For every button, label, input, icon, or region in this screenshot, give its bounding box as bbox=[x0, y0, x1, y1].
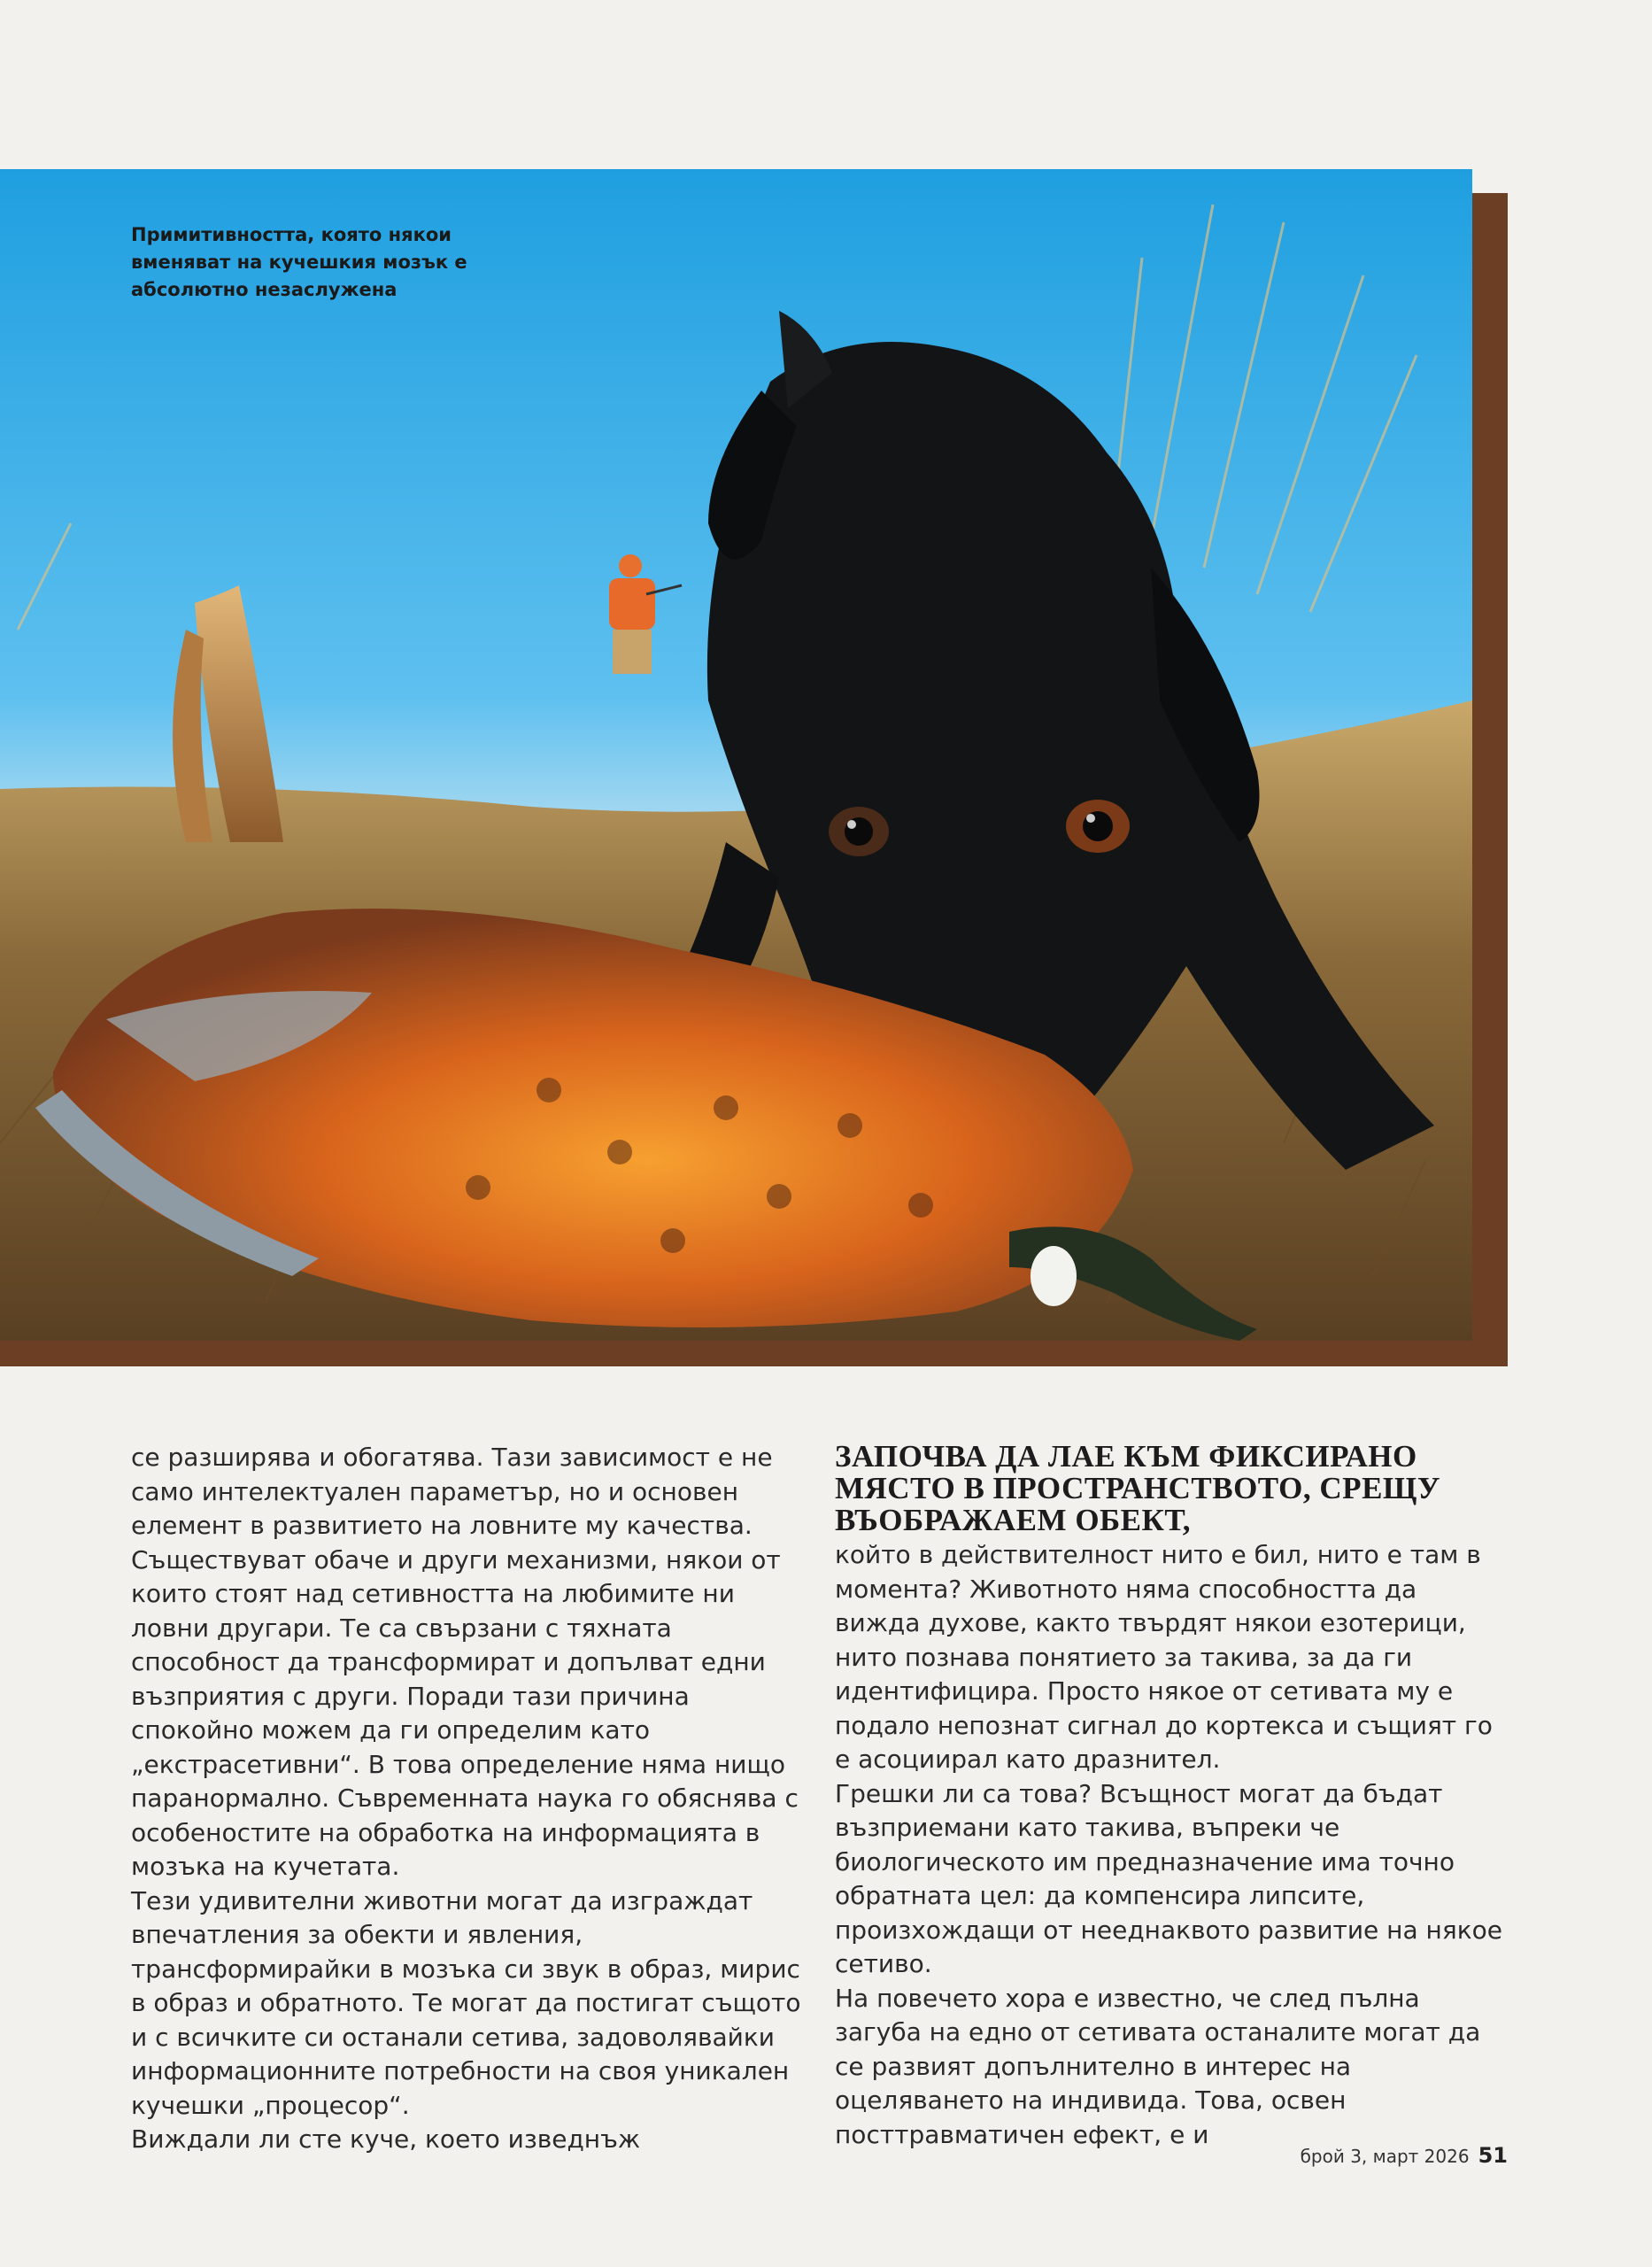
paragraph: който в действителност нито е бил, нито е там в момента? Животното няма способността да вижда духове, както твърдят някои езотерици, нито познава понятието за такива, за да ги идентифицира. Просто някое от сетивата му е подало непознат сигнал до кортекса и същият го е асоциирал като дразнител. bbox=[835, 1540, 1493, 1774]
paragraph: Грешки ли са това? Всъщност могат да бъдат възприемани като такива, въпреки че биологическото им предназначение има точно обратната цел: да компенсира липсите, произхождащи от нееднаквото развитие на някое сетиво. bbox=[835, 1778, 1502, 1978]
issue-label: брой 3, март 2026 bbox=[1300, 2146, 1470, 2167]
paragraph: се разширява и обогатява. Тази зависимост е не само интелектуален параметър, но и основен елемент в развитието на ловните му качества. bbox=[131, 1443, 773, 1540]
hero-photo bbox=[0, 169, 1472, 1341]
paragraph: Виждали ли сте куче, което изведнъж bbox=[131, 2124, 641, 2154]
page-footer bbox=[1301, 2143, 1508, 2168]
photo-caption: Примитивността, която някои вменяват на кучешкия мозък е абсолютно незаслужена bbox=[131, 224, 467, 300]
article-right-column bbox=[835, 1441, 1508, 2152]
dog-with-pheasant-image bbox=[0, 169, 1472, 1341]
section-subhead: ЗАПОЧВА ДА ЛАЕ КЪМ ФИКСИРАНО МЯСТО В ПРОСТРАНСТВОТО, СРЕЩУ ВЪОБРАЖАЕМ ОБЕКТ, bbox=[835, 1439, 1441, 1537]
paragraph: Тези удивителни животни могат да изграждат впечатления за обекти и явления, трансформирайки в мозъка си звук в образ, мирис в образ и обратното. Те могат да постигат същото и с всичките си останали сетива, задоволявайки информационните потребности на своя уникален кучешки „процесор“. bbox=[131, 1885, 801, 2120]
paragraph: На повечето хора е известно, че след пълна загуба на едно от сетивата останалите могат да се развият допълнително в интерес на оцеляването на индивида. Това, освен посттравматичен ефект, е и bbox=[835, 1983, 1481, 2149]
page-number: 51 bbox=[1478, 2143, 1508, 2168]
article-left-column bbox=[131, 1441, 804, 2157]
paragraph: Съществуват обаче и други механизми, някои от които стоят над сетивността на любимите ни ловни другари. Те са свързани с тяхната способност да трансформират и допълват едни възприятия с други. Поради тази причина спокойно можем да ги определим като „екстрасетивни“. В това определение няма нищо паранормално. Съвременната наука го обяснява с особеностите на обработка на информацията в мозъка на кучетата. bbox=[131, 1544, 799, 1881]
